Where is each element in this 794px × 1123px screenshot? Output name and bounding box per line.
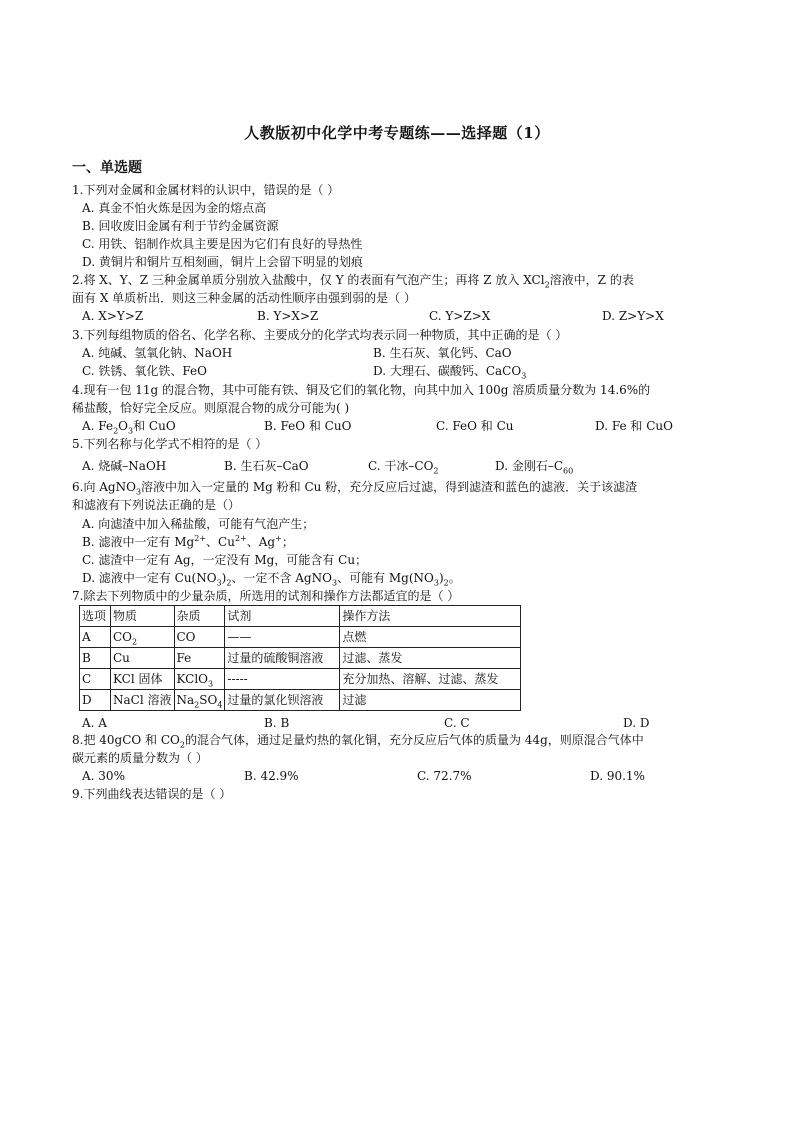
question-8-option-c[interactable]: C. 72.7% [417,769,472,783]
table-header-cell: 杂质 [174,606,225,627]
question-2-stem-line-1: 2.将 X、Y、Z 三种金属单质分别放入盐酸中，仅 Y 的表面有气泡产生；再将 Z 放入 XCl$_2$溶液中，Z 的表 [72,273,634,290]
question-3-option-d[interactable]: D. 大理石、碳酸钙、CaCO$_3$ [373,364,527,381]
table-header-cell: 操作方法 [340,606,521,627]
question-7-table [79,605,521,711]
question-2-stem-line-2: 面有 X 单质析出．则这三种金属的活动性顺序由强到弱的是（ ） [72,291,416,305]
question-1-stem: 1.下列对金属和金属材料的认识中，错误的是（ ） [72,183,340,197]
table-header-row [80,606,521,627]
question-4-option-a[interactable]: A. $Fe_2O_3$和 CuO [82,419,176,436]
question-4-option-d[interactable]: D. Fe 和 CuO [595,419,673,433]
table-cell: Fe [174,648,225,669]
table-cell: 过滤、蒸发 [340,648,521,669]
question-3-option-c[interactable]: C. 铁锈、氧化铁、FeO [82,364,207,378]
table-row [80,648,521,669]
table-row [80,690,521,711]
question-6-option-a[interactable]: A. 向滤渣中加入稀盐酸，可能有气泡产生； [82,517,315,531]
question-2-option-d[interactable]: D. Z>Y>X [602,309,664,323]
question-6-option-d[interactable]: D. 滤液中一定有 $Cu(NO_3)_2$、一定不含 AgNO$_3$、可能有 $Mg(NO_3)_2$。 [82,571,461,588]
question-6-stem-line-1: 6.向 AgNO$_3$溶液中加入一定量的 Mg 粉和 Cu 粉，充分反应后过滤，得到滤渣和蓝色的滤液．关于该滤渣 [72,480,638,497]
question-8-stem-line-2: 碳元素的质量分数为（ ） [72,751,208,765]
question-8-option-a[interactable]: A. 30% [82,769,125,783]
question-7-option-d[interactable]: D. D [623,716,650,730]
table-cell: Cu [111,648,175,669]
question-5-option-d[interactable]: D. 金刚石$-C_{60}$ [495,459,574,476]
question-3-option-a[interactable]: A. 纯碱、氢氧化钠、NaOH [82,346,233,360]
table-header-cell: 试剂 [225,606,340,627]
table-cell: A [80,627,111,648]
question-6-stem-line-2: 和滤液有下列说法正确的是（） [72,498,241,512]
question-2-option-c[interactable]: C. Y>Z>X [429,309,491,323]
question-5-option-b[interactable]: B. 生石灰–CaO [224,459,309,473]
table-header-cell: 物质 [111,606,175,627]
table-cell: 充分加热、溶解、过滤、蒸发 [340,669,521,690]
table-cell: 点燃 [340,627,521,648]
question-7-option-c[interactable]: C. C [444,716,470,730]
table-cell: B [80,648,111,669]
table-cell: KClO$_3$ [174,669,225,690]
question-6-option-b[interactable]: B. 滤液中一定有 $Mg^{2+}$、$Cu^{2+}$、Ag+； [82,534,294,549]
table-cell: 过量的硫酸铜溶液 [225,648,340,669]
question-4-option-c[interactable]: C. FeO 和 Cu [436,419,514,433]
table-cell: ----- [225,669,340,690]
table-cell: 过量的氯化钡溶液 [225,690,340,711]
table-cell: $CO_2$ [111,627,175,648]
table-cell: NaCl 溶液 [111,690,175,711]
question-6-option-c[interactable]: C. 滤渣中一定有 Ag，一定没有 Mg，可能含有 Cu； [82,553,368,567]
table-cell: $Na_2SO_4$ [174,690,225,711]
question-8-option-d[interactable]: D. 90.1% [590,769,645,783]
section-heading: 一、单选题 [72,160,142,176]
question-3-stem: 3.下列每组物质的俗名、化学名称、主要成分的化学式均表示同一种物质，其中正确的是（ ） [72,328,568,342]
question-3-option-b[interactable]: B. 生石灰、氧化钙、CaO [373,346,512,360]
question-7-option-a[interactable]: A. A [82,716,107,730]
table-cell: —— [225,627,340,648]
question-4-stem-line-2: 稀盐酸，恰好完全反应。则原混合物的成分可能为( ) [72,401,350,415]
question-2-option-b[interactable]: B. Y>X>Z [257,309,319,323]
table-cell: CO [174,627,225,648]
question-1-option-c[interactable]: C. 用铁、铝制作炊具主要是因为它们有良好的导热性 [82,237,363,251]
question-8-stem-line-1: 8.把 40gCO 和 $CO_2$的混合气体，通过足量灼热的氧化铜，充分反应后气体的质量为 44g，则原混合气体中 [72,733,644,750]
question-1-option-a[interactable]: A. 真金不怕火炼是因为金的熔点高 [82,201,267,215]
document-title: 人教版初中化学中考专题练——选择题（1） [244,124,550,142]
table-header-cell: 选项 [80,606,111,627]
question-8-option-b[interactable]: B. 42.9% [244,769,299,783]
question-5-stem: 5.下列名称与化学式不相符的是（ ） [72,437,268,451]
question-9-stem: 9.下列曲线表达错误的是（ ） [72,787,232,801]
question-4-option-b[interactable]: B. FeO 和 CuO [264,419,352,433]
table-cell: 过滤 [340,690,521,711]
question-7-stem: 7.除去下列物质中的少量杂质，所选用的试剂和操作方法都适宜的是（ ） [72,589,460,603]
question-5-option-c[interactable]: C. 干冰$-CO_2$ [368,459,439,476]
question-2-option-a[interactable]: A. X>Y>Z [82,309,144,323]
table-cell: C [80,669,111,690]
table-row [80,627,521,648]
question-7-option-b[interactable]: B. B [264,716,290,730]
question-1-option-b[interactable]: B. 回收废旧金属有利于节约金属资源 [82,219,279,233]
table-cell: D [80,690,111,711]
table-row [80,669,521,690]
question-5-option-a[interactable]: A. 烧碱–NaOH [82,459,167,473]
question-1-option-d[interactable]: D. 黄铜片和铜片互相刻画，铜片上会留下明显的划痕 [82,255,363,269]
question-4-stem-line-1: 4.现有一包 11g 的混合物，其中可能有铁、铜及它们的氧化物，向其中加入 100g 溶质质量分数为 14.6%的 [72,383,651,397]
table-cell: KCl 固体 [111,669,175,690]
